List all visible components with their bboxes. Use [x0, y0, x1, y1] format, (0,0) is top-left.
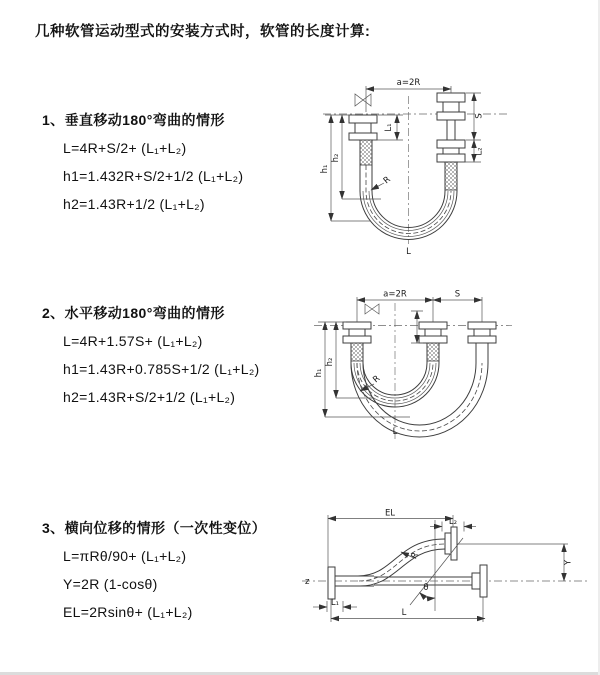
- d1-label-h2: h₂: [331, 153, 341, 163]
- d3-label-theta: θ: [423, 583, 429, 593]
- section-1-formula-h2: h2=1.43R+1/2 (L₁+L₂): [63, 196, 205, 212]
- diagram-vertical-move-180: [311, 66, 586, 258]
- d1-braid-right: [445, 162, 457, 190]
- d3-label-y: Y: [563, 559, 574, 566]
- section-3-formula-Y: Y=2R (1-cosθ): [63, 576, 158, 592]
- d2-braid-middle: [427, 343, 439, 361]
- diagram-2-svg: [306, 281, 594, 466]
- d1-left-flange: [349, 115, 377, 165]
- d1-label-l2: L₂: [474, 147, 485, 156]
- diagram-1-svg: [311, 66, 586, 258]
- diagram-horizontal-move-180: [306, 281, 594, 466]
- section-1-heading: 1、垂直移动180°弯曲的情形: [42, 112, 225, 128]
- section-2-formula-h1: h1=1.43R+0.785S+1/2 (L₁+L₂): [63, 361, 260, 377]
- d3-label-z: z: [305, 577, 310, 587]
- d1-label-s: S: [474, 113, 485, 119]
- d2-label-h1: h₁: [314, 368, 324, 378]
- section-1-formula-L: L=4R+S/2+ (L₁+L₂): [63, 140, 187, 156]
- d2-braid-left: [351, 343, 363, 361]
- d3-label-el: EL: [384, 508, 396, 519]
- d3-label-r: R: [409, 550, 422, 562]
- d3-label-l: L: [401, 608, 407, 618]
- section-3: [42, 519, 266, 631]
- d2-label-h2: h₂: [325, 357, 335, 367]
- d2-label-r: R: [371, 373, 383, 386]
- diagram-lateral-displacement: [296, 501, 594, 651]
- d2-valve-icon: [365, 304, 379, 314]
- d3-dimensions: [313, 509, 574, 623]
- d1-right-flange: [437, 93, 465, 190]
- d1-label-l: L: [406, 247, 411, 257]
- d2-dimensions: [314, 290, 482, 438]
- d1-valve-icon: [355, 94, 371, 106]
- d3-label-l1: L₁: [330, 598, 340, 608]
- d1-label-l1: L₁: [384, 123, 394, 132]
- d1-braid-left: [360, 140, 372, 165]
- section-2-formula-L: L=4R+1.57S+ (L₁+L₂): [63, 333, 203, 349]
- d1-label-span: a=2R: [396, 78, 421, 88]
- page-title: 几种软管运动型式的安装方式时，软管的长度计算:: [35, 24, 371, 40]
- d2-label-l: L: [392, 427, 398, 437]
- d3-label-l2: L₂: [448, 517, 458, 527]
- section-2: [42, 304, 260, 416]
- section-1: [42, 111, 243, 223]
- section-3-heading: 3、横向位移的情形（一次性变位）: [42, 520, 267, 536]
- d2-label-span: a=2R: [383, 289, 407, 300]
- diagram-3-svg: [296, 501, 594, 651]
- section-3-formula-L: L=πRθ/90+ (L₁+L₂): [63, 548, 187, 564]
- d2-label-s: S: [454, 289, 461, 300]
- section-2-heading: 2、水平移动180°弯曲的情形: [42, 305, 225, 321]
- d1-label-r: R: [381, 174, 393, 187]
- section-2-formula-h2: h2=1.43R+S/2+1/2 (L₁+L₂): [63, 389, 236, 405]
- d2-flanges: [343, 322, 496, 361]
- d2-hose-outline: [351, 343, 488, 437]
- section-1-formula-h1: h1=1.432R+S/2+1/2 (L₁+L₂): [63, 168, 244, 184]
- section-3-formula-EL: EL=2Rsinθ+ (L₁+L₂): [63, 604, 193, 620]
- d3-pipes: [328, 527, 487, 599]
- d1-label-h1: h₁: [320, 164, 330, 174]
